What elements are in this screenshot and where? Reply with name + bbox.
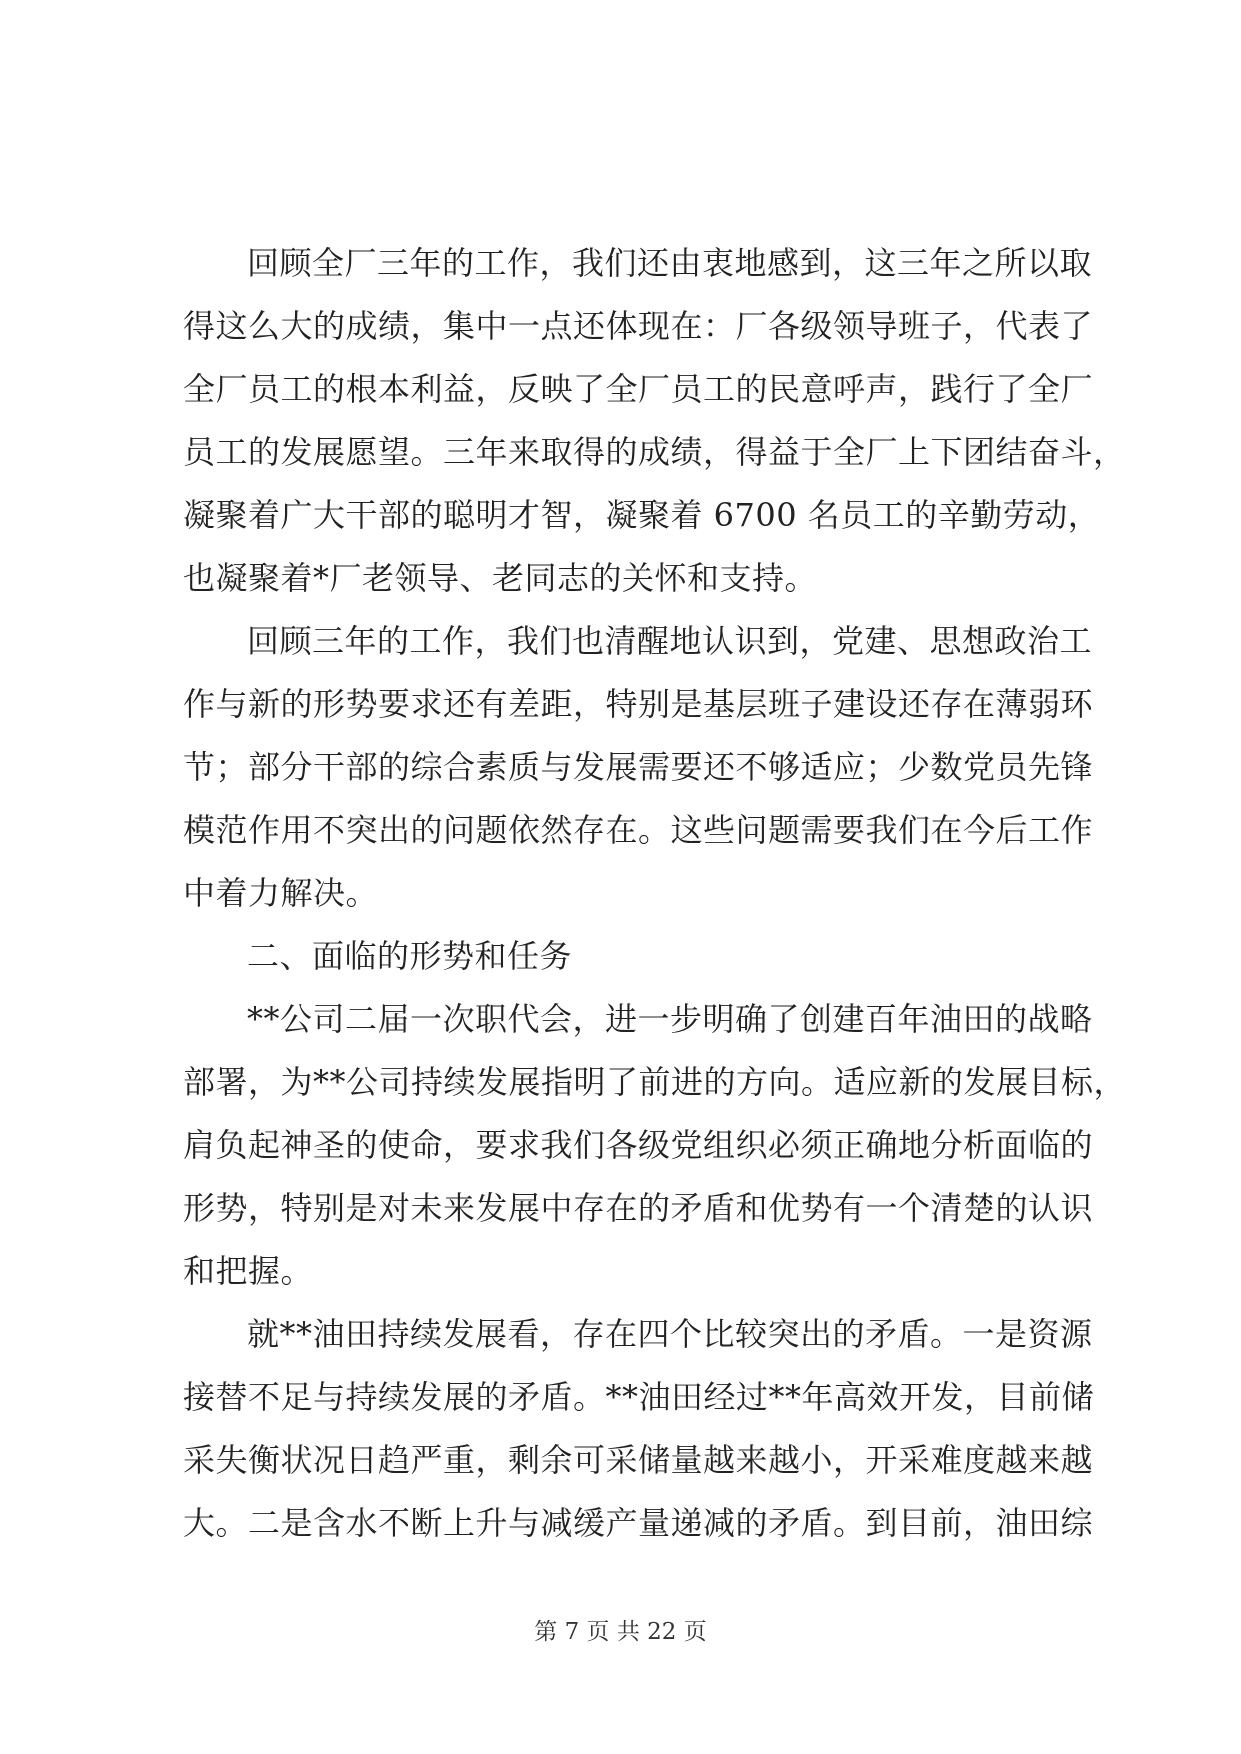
- paragraph-1-line-4: 员工的发展愿望。三年来取得的成绩，得益于全厂上下团结奋斗，: [183, 433, 1126, 471]
- paragraph-3-line-2: 部署，为**公司持续发展指明了前进的方向。适应新的发展目标，: [183, 1063, 1127, 1101]
- paragraph-1-line-5: 凝聚着广大干部的聪明才智，凝聚着 6700 名员工的辛勤劳动，: [183, 496, 1101, 534]
- document-body: [183, 232, 1127, 1555]
- paragraph-1-line-1: 回顾全厂三年的工作，我们还由衷地感到，这三年之所以取: [247, 244, 1093, 282]
- paragraph-2-line-2: 作与新的形势要求还有差距，特别是基层班子建设还存在薄弱环: [183, 685, 1094, 723]
- paragraph-2-line-3: 节；部分干部的综合素质与发展需要还不够适应；少数党员先锋: [183, 748, 1094, 786]
- paragraph-2-line-1: 回顾三年的工作，我们也清醒地认识到，党建、思想政治工: [247, 622, 1093, 660]
- paragraph-2-line-5: 中着力解决。: [183, 874, 379, 912]
- paragraph-4-line-3: 采失衡状况日趋严重，剩余可采储量越来越小，开采难度越来越: [183, 1441, 1094, 1479]
- paragraph-3-line-5: 和把握。: [183, 1252, 314, 1290]
- paragraph-4-line-2: 接替不足与持续发展的矛盾。**油田经过**年高效开发，目前储: [183, 1378, 1095, 1416]
- paragraph-1-line-2: 得这么大的成绩，集中一点还体现在：厂各级领导班子，代表了: [183, 307, 1094, 345]
- paragraph-1-line-6: 也凝聚着*厂老领导、老同志的关怀和支持。: [183, 559, 818, 597]
- paragraph-3-line-3: 肩负起神圣的使命，要求我们各级党组织必须正确地分析面临的: [183, 1126, 1094, 1164]
- paragraph-3-line-4: 形势，特别是对未来发展中存在的矛盾和优势有一个清楚的认识: [183, 1189, 1094, 1227]
- paragraph-4-line-4: 大。二是含水不断上升与减缓产量递减的矛盾。到目前，油田综: [183, 1504, 1094, 1542]
- section-heading: 二、面临的形势和任务: [247, 937, 573, 975]
- paragraph-3-line-1: **公司二届一次职代会，进一步明确了创建百年油田的战略: [247, 1000, 1093, 1038]
- page-number-footer: 第 7 页 共 22 页: [534, 1619, 707, 1645]
- paragraph-4-line-1: 就**油田持续发展看，存在四个比较突出的矛盾。一是资源: [247, 1315, 1093, 1353]
- paragraph-1-line-3: 全厂员工的根本利益，反映了全厂员工的民意呼声，践行了全厂: [183, 370, 1094, 408]
- paragraph-2-line-4: 模范作用不突出的问题依然存在。这些问题需要我们在今后工作: [183, 811, 1094, 849]
